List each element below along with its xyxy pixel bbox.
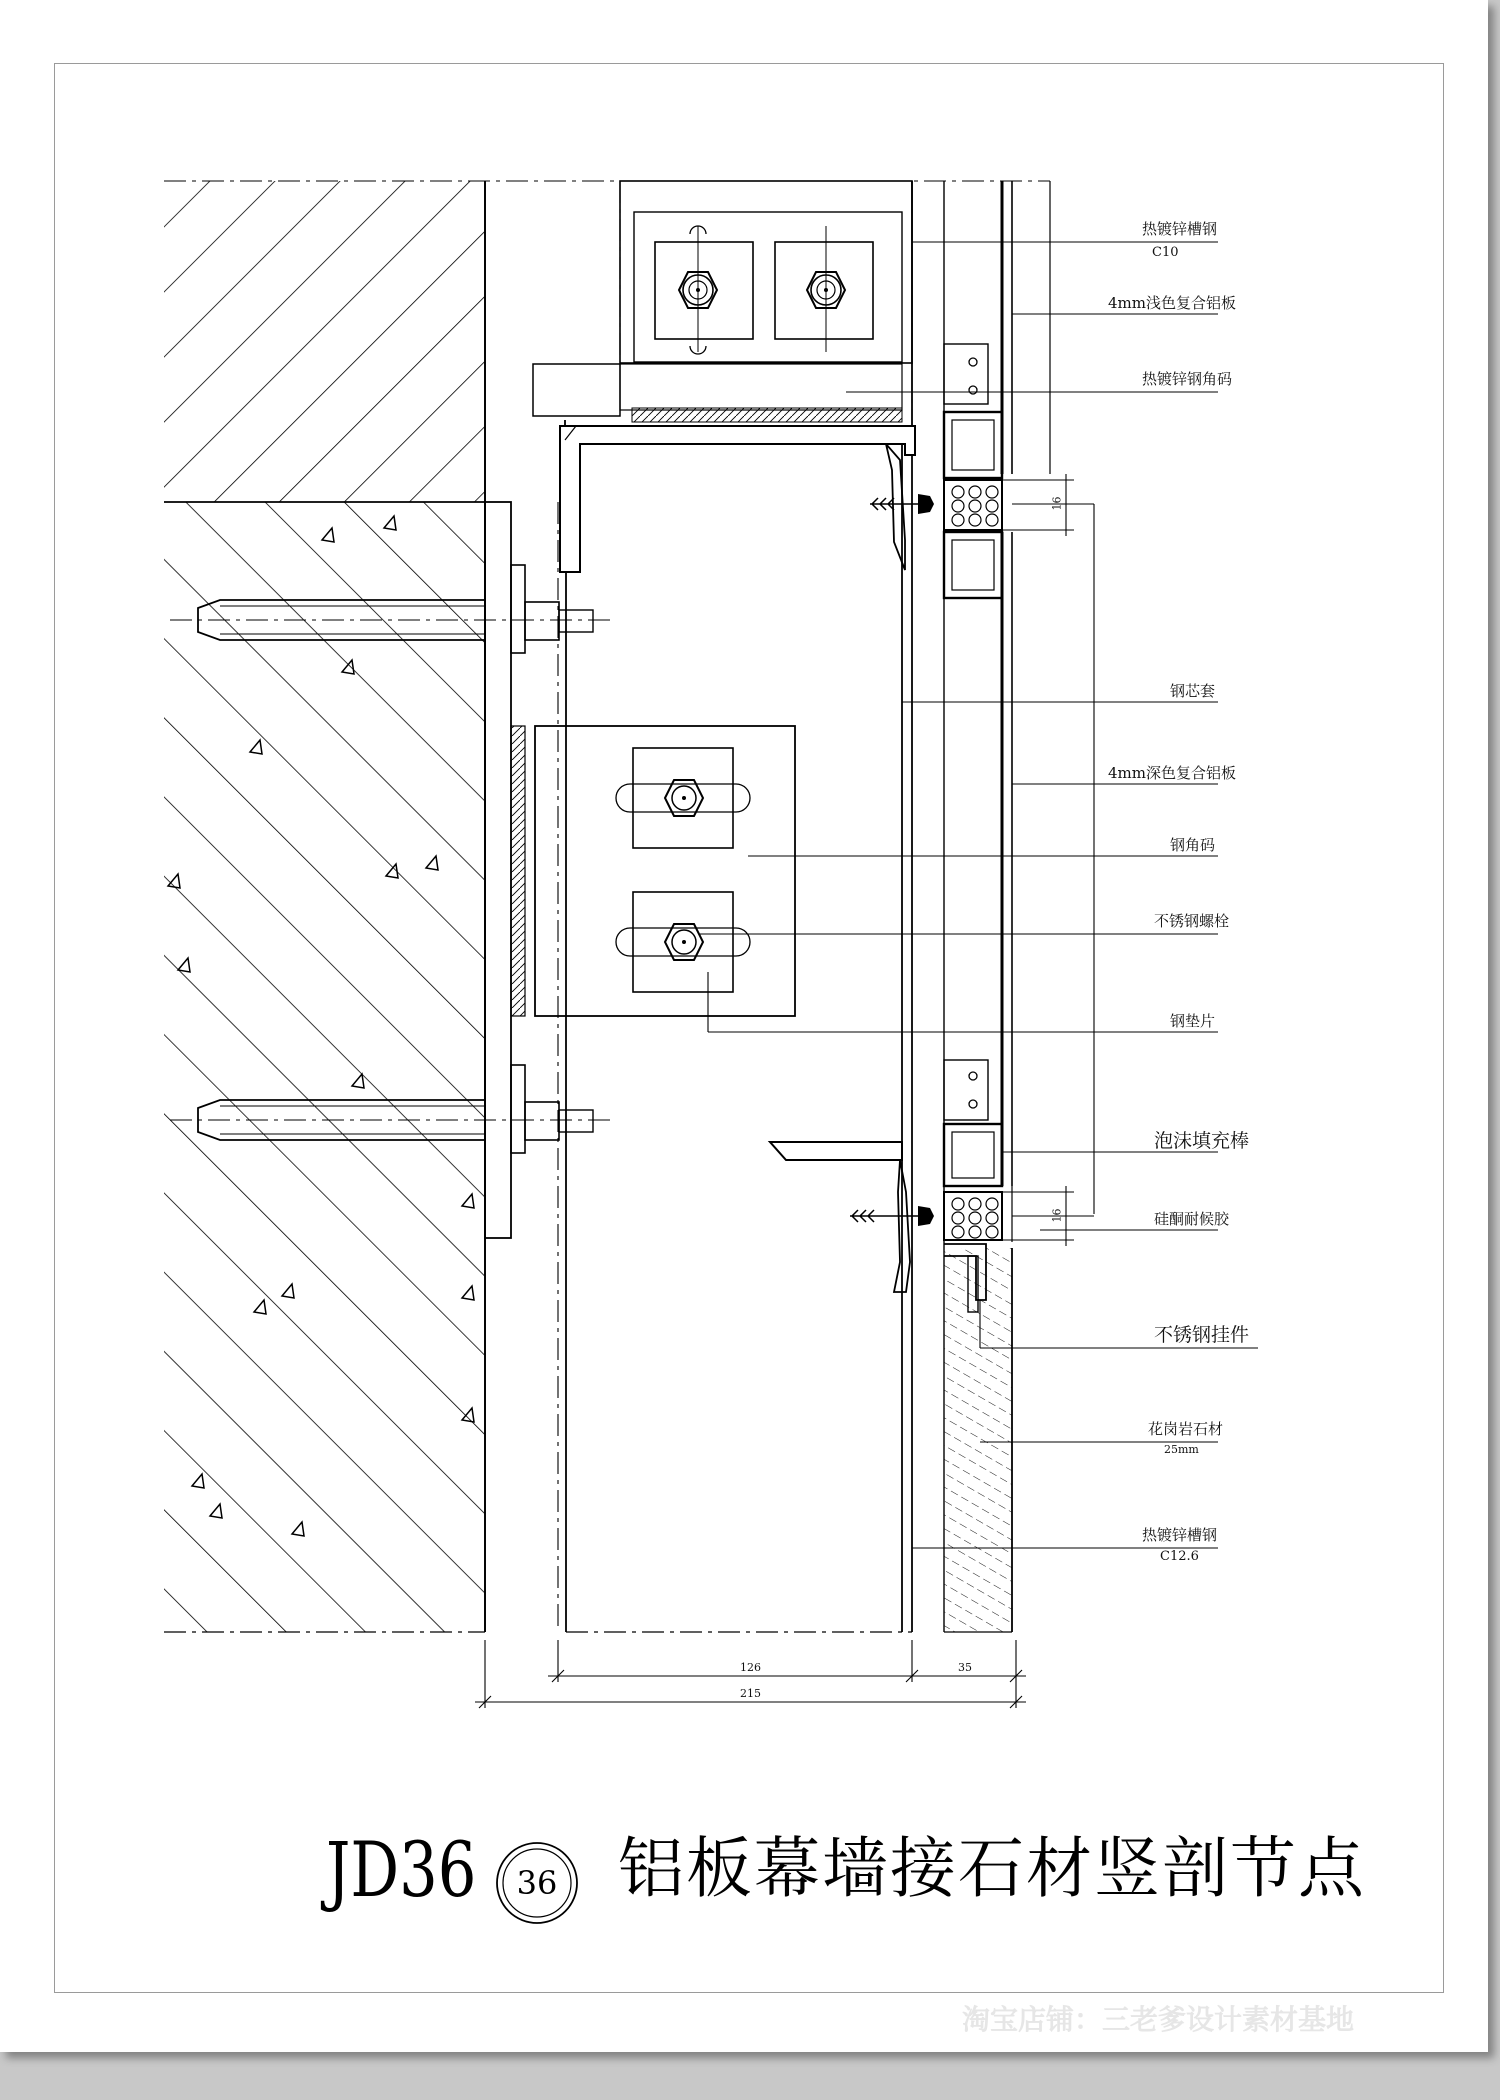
label-top-channel: 热镀锌槽钢 [1142,220,1218,238]
dim-35: 35 [958,1661,972,1674]
label-bottom-channel: 热镀锌槽钢 [1142,1526,1218,1544]
label-ss-hanger: 不锈钢挂件 [1154,1324,1250,1346]
label-top-angle: 热镀锌钢角码 [1142,370,1233,388]
watermark-text: 淘宝店铺：三老爹设计素材基地 [962,2003,1355,2036]
bolt-top-left [655,226,753,354]
label-steel-shim: 钢垫片 [1170,1012,1216,1030]
label-light-panel: 4mm浅色复合铝板 [1108,294,1236,312]
weld-strip [632,408,902,422]
drawing-title: 铝板幕墙接石材竖剖节点 [618,1830,1366,1907]
drawing-code: JD36 [326,1825,477,1914]
label-bottom-channel-size: C12.6 [1160,1549,1199,1564]
granite-stone [566,1248,1012,1632]
drawing-badge-number: 36 [516,1864,558,1902]
dim-joint-lower: 16 [1050,1208,1064,1223]
dim-215: 215 [740,1687,761,1700]
label-top-channel-size: C10 [1152,245,1179,260]
label-foam-rod: 泡沫填充棒 [1154,1130,1250,1152]
joint-dimensions [1002,474,1094,1246]
top-channel-assembly [620,181,912,363]
label-granite-thk: 25mm [1164,1443,1199,1456]
dim-126: 126 [740,1661,761,1674]
top-angle-plate [620,364,902,410]
steel-mullion [485,181,912,1632]
label-dark-panel: 4mm深色复合铝板 [1108,764,1236,782]
label-steel-bracket: 钢角码 [1170,836,1216,854]
bolt-top-right [775,226,873,352]
label-granite: 花岗岩石材 [1148,1420,1224,1438]
steel-bracket-mid [511,726,795,1016]
label-ss-bolt: 不锈钢螺栓 [1154,912,1230,930]
dim-joint-upper: 16 [1050,496,1064,511]
upper-wall [164,181,485,502]
label-steel-sleeve: 钢芯套 [1170,682,1216,700]
upper-angle-bracket [560,426,915,572]
concrete-structure [164,502,485,1632]
top-angle-tab [533,364,620,416]
label-silicone: 硅酮耐候胶 [1154,1210,1230,1228]
lower-angle [770,1142,902,1160]
